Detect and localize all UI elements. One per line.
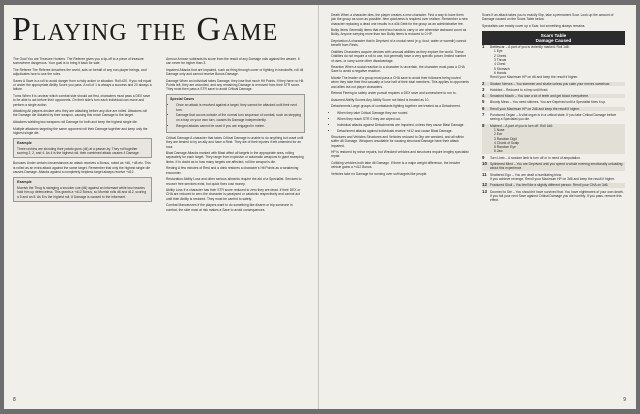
scar-row bbox=[482, 82, 625, 86]
scar-description: Smashed Mouth – You lose a lot of teeth and get blood everywhere. bbox=[490, 94, 589, 99]
scar-text bbox=[490, 94, 625, 98]
scar-subitem: 6 Jaw bbox=[494, 149, 503, 154]
example-heading: Example bbox=[17, 179, 32, 184]
paragraph: Restoration Ability Loss and other serious ailments require the aid of a Specialist. Services to recover free services exist, but quick fixes cost money. bbox=[166, 177, 302, 186]
scar-text bbox=[490, 88, 625, 92]
scar-number: 1 bbox=[482, 44, 485, 50]
scar-number: 9 bbox=[482, 154, 485, 160]
left-page bbox=[4, 5, 319, 409]
special-cases-heading: Special Cases bbox=[170, 96, 195, 101]
scar-number: 6 bbox=[482, 105, 485, 111]
special-cases-box bbox=[166, 94, 305, 133]
scar-number: 5 bbox=[482, 99, 485, 105]
scar-subitem: 4 Chunk of Scalp bbox=[494, 140, 520, 145]
detachment-item: • Detachment attacks against individuals receive +d12 and cause Blast Damage. bbox=[337, 129, 469, 133]
scar-row bbox=[482, 45, 625, 79]
scar-subitem: 6 Hands bbox=[494, 70, 507, 75]
scar-number: 10 bbox=[482, 161, 487, 167]
right-column-1 bbox=[331, 13, 469, 179]
scar-row bbox=[482, 156, 625, 160]
scar-row bbox=[482, 94, 625, 98]
scar-description: Bloody Mess – You need stitches. You are Deprived until a Specialist fixes it up. bbox=[490, 100, 607, 105]
scar-number: 7 bbox=[482, 112, 485, 118]
scar-description: Shaken Nerves – You stammer and shake unless you calm your nerves somehow. bbox=[490, 81, 611, 86]
paragraph: Bonuses Under certain circumstances an attack receives a Bonus, noted as +d6, +d8 etc. This is rolled as an extra attack against the same target. Remember that only the highest single die causes Damage. Attacks against a completely helpless target always receive +d12. bbox=[13, 161, 151, 175]
paragraph: Combat Manoeuvres If the players want to do something like disarm or trip someone in combat, the side most at risk makes a Save to avoid consequences. bbox=[166, 203, 293, 212]
detachment-item: • When they reach STR 0 they are wiped out. bbox=[337, 117, 469, 121]
detachment-item: • When they take Critical Damage they are routed. bbox=[337, 111, 469, 115]
scar-description: Hobbled – Reduced to a limp until fixed. bbox=[490, 87, 549, 92]
scar-description: Splintered Mind – You are Deprived until you spend a whole evening emotionally unloading about this experience. bbox=[490, 162, 623, 171]
scar-subitem: 1 Eye bbox=[494, 49, 503, 54]
scar-text bbox=[490, 183, 625, 187]
paragraph: Reaction When a social reaction to a character is uncertain, the character must pass a CHA Save to avoid a negative reaction. bbox=[331, 65, 465, 74]
scar-subitem: 5 Random Eye bbox=[494, 145, 516, 150]
book-spread bbox=[4, 5, 636, 409]
example-box bbox=[13, 138, 152, 159]
scar-row bbox=[482, 173, 625, 182]
scar-text bbox=[490, 124, 625, 154]
scar-number: 12 bbox=[482, 182, 487, 188]
scars-table-title: Scars Table bbox=[540, 33, 567, 39]
special-case-item: • Damage that occurs outside of the normal turn sequence of combat, such as stepping on a trap on your own turn, causes its Damage independently. bbox=[176, 113, 301, 122]
scar-number: 4 bbox=[482, 93, 485, 99]
scars-table-heading bbox=[482, 31, 625, 45]
scar-subitem: 3 Random Digit bbox=[494, 136, 517, 141]
paragraph: Impaired Attacks that are Impaired, such as firing through cover or fighting in handcuffs, roll d4 Damage only and cannot receive Bonus Damage. bbox=[166, 67, 304, 77]
scar-text bbox=[490, 82, 625, 86]
scar-text bbox=[490, 100, 625, 104]
paragraph: Structures and Vehicles Structures and Vehicles reduced to 0hp are wrecked, and all within suffer d6 Damage. Weapons unsuitable for causing structural Damage have their attack Impaired. bbox=[331, 134, 464, 148]
paragraph: Damage When an individual takes Damage, they lose that much Hit Points. If they have no Hit Points left, they are wounded, and any remaining Damage is removed from their STR score. They must then pass a STR save to avoid Critical Damage. bbox=[166, 78, 304, 92]
paragraph: HP is restored by minor repairs, but Wrecked vehicles and structures require lengthy specialist repair. bbox=[331, 150, 469, 159]
scar-row bbox=[482, 113, 625, 122]
scar-description: Torn Limb – A random limb is torn off or in need of amputation. bbox=[490, 155, 581, 160]
paragraph: Attacking All players declare who they are attacking before any dice are rolled. Attackers roll the Damage die dictated by their weapon, causing this much Damage to the target. bbox=[13, 109, 147, 118]
scar-row bbox=[482, 107, 625, 111]
scar-number: 13 bbox=[482, 188, 487, 194]
page-number-left: 8 bbox=[13, 397, 16, 403]
paragraph: The Referee The Referee describes the world, acts on behalf of any non-player beings, and adjudicates how to use the rules. bbox=[13, 67, 147, 77]
special-case-item: • Ranged attacks cannot be used if you are engaged in melee. bbox=[176, 124, 301, 128]
left-column-2 bbox=[166, 57, 305, 214]
scar-text bbox=[490, 45, 625, 79]
scar-row bbox=[482, 124, 625, 154]
page-number-right: 9 bbox=[623, 397, 626, 403]
scar-text bbox=[490, 162, 625, 171]
scar-subitem: 4 Chest bbox=[494, 62, 506, 67]
scar-row bbox=[482, 190, 625, 203]
page-title: Playing the Game bbox=[12, 11, 279, 48]
right-column-2 bbox=[482, 13, 625, 204]
right-page bbox=[319, 5, 636, 409]
scar-number: 11 bbox=[482, 171, 487, 177]
scar-number: 3 bbox=[482, 86, 485, 92]
scar-description: Fractured Skull – You feel like a slightly different person. Reroll your CHA on 3d6. bbox=[490, 183, 609, 188]
paragraph: The Goal You are Treasure Hunters. The Referee gives you a tip-off to a piece of treasure somewhere dangerous. Your goal is to bring it back for sale. bbox=[13, 57, 144, 66]
scar-subitem: 3 Throat bbox=[494, 58, 507, 63]
scar-text bbox=[490, 156, 625, 160]
paragraph: Saves A Save is a roll to avoid danger from a risky action or situation. Roll d20. If you roll equal or under the appropriate Ability Score you pass. A roll of 1 is always a success and 20 always a failure. bbox=[13, 78, 152, 92]
scar-description: Shattered Ego – You are dealt a humiliating blow. bbox=[490, 172, 562, 177]
paragraph: Colliding vehicles both take d6 Damage. If there is a major weight difference, the heavier vehicle gains a +d12 Bonus. bbox=[331, 161, 461, 170]
paragraph: Turns When it is unclear which combat side should act first, characters must pass a DEX save to be able to act before their opponents. On their side's turn each individual can move and perform a single action. bbox=[13, 93, 151, 107]
paragraph: Deprivation A character that is Deprived of a crucial need (e.g. food, water or warmth) cannot benefit from Rests. bbox=[331, 39, 467, 48]
scar-text bbox=[490, 113, 625, 122]
scar-description: Punctured Organ – A vital organ is in a critical state. If you take Critical Damage before seeing a Specialist you die. bbox=[490, 113, 617, 122]
paragraph: Resting A few minutes of Rest and a drink restores a character's Hit Points as a weakening encounter. bbox=[166, 166, 299, 175]
scar-row bbox=[482, 183, 625, 187]
detachment-item: • Individual attacks against Detachments are Impaired, unless they cause Blast Damage. bbox=[337, 123, 469, 127]
scar-description: Doomed to Die – You shouldn't have survived that. You have nightmares of your own death. If you fail your next Save against Critical Damage you die horribly. If you pass, remove this effect. bbox=[490, 189, 624, 203]
scar-extra: If you achieve revenge, Reroll your Maximum HP on 3d6 and keep the result if higher. bbox=[490, 176, 615, 181]
paragraph: Oddities Characters acquire devices with unusual abilities as they explore the world. These Oddities do not require a roll to use, but generally have a very specific power, limited number of uses, or carry some other disadvantage. bbox=[331, 49, 467, 63]
scar-text bbox=[490, 190, 625, 203]
scar-subitem: 5 Stomach bbox=[494, 66, 510, 71]
scar-extra: Reroll your Maximum HP on d6 and keep the result if higher. bbox=[490, 75, 579, 80]
scar-text bbox=[490, 173, 625, 182]
special-cases-list bbox=[170, 103, 301, 128]
example-text: Morrish the Thug is swinging a snooker cue (d6) against an informant while two heavies hold him up defenceless. This grants a +d12 Bonus, so Morrish rolls d6 and d12, scoring a 5 and an 8. As 8 is the highest roll, 8 Damage is caused to the informant. bbox=[17, 185, 147, 199]
scar-subitem: 1 Nose bbox=[494, 127, 505, 132]
scars-table-subtitle: Damage Caused bbox=[535, 38, 572, 44]
scar-text bbox=[490, 107, 625, 111]
paragraph: Assumed Ability Scores Any Ability Score not listed is treated as 10. bbox=[331, 97, 430, 102]
paragraph: Vehicles take no Damage for running over soft targets like people. bbox=[331, 171, 428, 176]
special-case-item: • Once an attack is resolved against a target, they cannot be attacked until their next turn. bbox=[176, 103, 301, 112]
paragraph: Scars If an attack takes you to exactly 0hp, take a permanent Scar. Look up the amount of Damage caused on the Scars Table below. bbox=[482, 13, 614, 22]
scar-number: 2 bbox=[482, 80, 485, 86]
scar-subitem: 2 Ear bbox=[494, 132, 502, 137]
paragraph: Morale The leader of a group must pass a CHA save to avoid their followers being routed when they take their first casualty or lose half of their total members. This applies to opponents and allies but not player characters. bbox=[331, 76, 469, 89]
example-box bbox=[13, 177, 152, 202]
scar-description: Maimed – A part of you is torn off. Roll 1d6: bbox=[490, 123, 553, 128]
paragraph: Ability Loss If a character has their STR score reduced to zero they are dead. If their DEX or CHA are reduced to zero the character is paralysed or catatonic respectively and cannot act until their Ability is restored. They must be carried to safety. bbox=[166, 188, 301, 201]
paragraph: Blast Damage Attacks marked with Blast affect all targets in the appropriate area, rolling separately for each target. They range from explosive or automatic weapons to giant sweeping limbs. If in doubt as to how many targets are affected, roll the weapon's die. bbox=[166, 151, 304, 164]
paragraph: Specialists can mostly cover up a Scar, but something always remains. bbox=[482, 23, 586, 28]
paragraph: Multiple attackers targeting the same opponent roll their Damage together and keep only the highest single die. bbox=[13, 126, 148, 135]
paragraph: Armour Armour subtracts its score from the result of any Damage rolls against the wearer. It can never be higher than 3. bbox=[166, 57, 300, 66]
scar-description: Battlescar – A part of you is violently marked. Roll 1d6: bbox=[490, 45, 570, 50]
scar-row bbox=[482, 162, 625, 171]
paragraph: Death When a character dies, the player creates a new character. Find a way to have them join the group as soon as possible. Item quickness is required over realism. Remember a new character replacing a dead one results in a d3k Debt for the group as an administrative fee. bbox=[331, 13, 468, 26]
left-column-1 bbox=[13, 57, 152, 205]
scar-subitem: 2 Cheek bbox=[494, 53, 507, 58]
scar-row bbox=[482, 100, 625, 104]
example-text: Three urchins are shooting their potato guns (d4) at a passer-by. They roll together scoring 2, 2, and 4. As 4 is the highest roll, their combined attack causes 4 Damage. bbox=[17, 146, 140, 156]
scar-description: Reroll your Maximum HP on 2d6 and keep the result if higher. bbox=[490, 106, 580, 111]
paragraph: Critical Damage A character that takes Critical Damage is unable to do anything but crawl until they are tended to by an ally and have a Rest. They die of their injuries if left untended for an hour. bbox=[166, 135, 304, 149]
example-heading: Example bbox=[17, 140, 32, 145]
scar-row bbox=[482, 88, 625, 92]
paragraph: Retreat Fleeing to safety under pursuit requires a DEX save and somewhere to run to. bbox=[331, 91, 457, 96]
paragraph: Detachments Large groups of combatants fighting together are treated as a Detachment. bbox=[331, 104, 461, 109]
scar-number: 8 bbox=[482, 122, 485, 128]
paragraph: Attackers wielding two weapons roll Damage for both and keep the highest single die. bbox=[13, 120, 138, 125]
detachment-list bbox=[331, 111, 469, 133]
paragraph: Bulky Items Generally items that need two hands to carry or are otherwise awkward count as Bulky. Anyone carrying more than two Bulky items is reduced to 0 HP. bbox=[331, 28, 467, 37]
